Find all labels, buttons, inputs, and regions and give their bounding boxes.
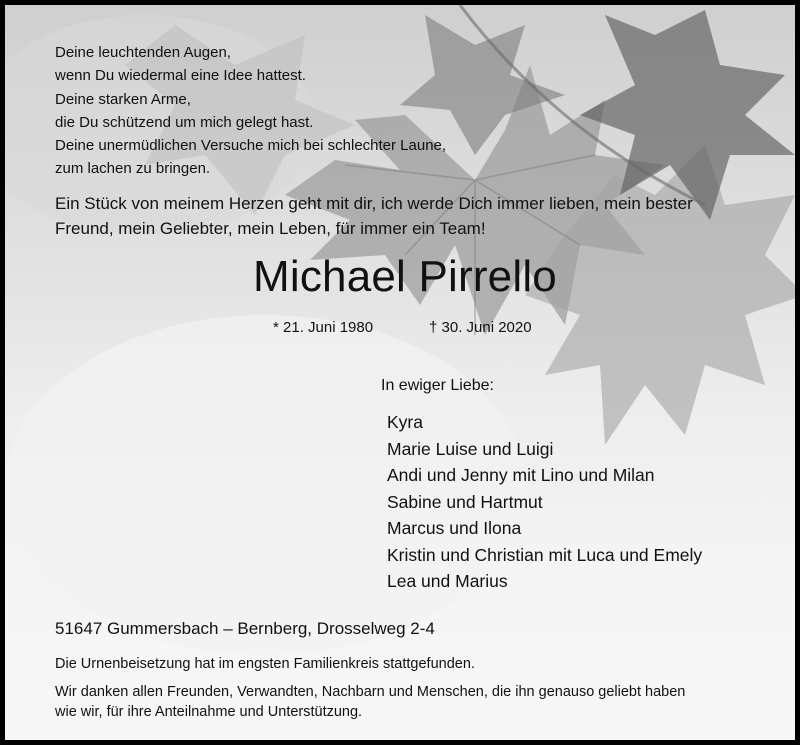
mourners-list xyxy=(387,409,702,595)
mourner-name: Lea und Marius xyxy=(387,571,508,591)
dedication-line: Freund, mein Geliebter, mein Leben, für immer ein Team! xyxy=(55,218,486,238)
poem-line: wenn Du wiedermal eine Idee hattest. xyxy=(55,67,306,85)
deceased-name: Michael Pirrello xyxy=(253,252,557,301)
poem-line: zum lachen zu bringen. xyxy=(55,160,211,178)
mourners-intro: In ewiger Liebe: xyxy=(381,377,494,394)
mourner-name: Kyra xyxy=(387,412,423,432)
dedication-line: Ein Stück von meinem Herzen geht mit dir, ich werde Dich immer lieben, mein bester xyxy=(55,194,693,213)
mourner-name: Andi und Jenny mit Lino und Milan xyxy=(387,465,655,485)
burial-note: Die Urnenbeisetzung hat im engsten Familienkreis stattgefunden. xyxy=(55,656,475,672)
mourner-name: Marcus und Ilona xyxy=(387,518,522,538)
thanks-line: Wir danken allen Freunden, Verwandten, Nachbarn und Menschen, die ihn genauso geliebt haben xyxy=(55,684,686,700)
poem-line: Deine leuchtenden Augen, xyxy=(55,44,231,61)
poem-line: Deine starken Arme, xyxy=(55,90,191,108)
address: 51647 Gummersbach – Bernberg, Drosselweg 2-4 xyxy=(55,619,435,638)
mourner-name: Marie Luise und Luigi xyxy=(387,438,554,459)
poem xyxy=(55,41,446,181)
poem-line: Deine unermüdlichen Versuche mich bei schlechter Laune, xyxy=(55,137,447,155)
thanks-line: wie wir, für ihre Anteilnahme und Unterstützung. xyxy=(55,703,363,720)
mourner-name: Kristin und Christian mit Luca und Emely xyxy=(387,544,703,565)
death-date: † 30. Juni 2020 xyxy=(429,319,532,336)
thanks-note xyxy=(55,683,685,722)
mourner-name: Sabine und Hartmut xyxy=(387,491,543,512)
dedication xyxy=(55,192,693,241)
poem-line: die Du schützend um mich gelegt hast. xyxy=(55,113,314,131)
birth-date: * 21. Juni 1980 xyxy=(273,319,374,336)
